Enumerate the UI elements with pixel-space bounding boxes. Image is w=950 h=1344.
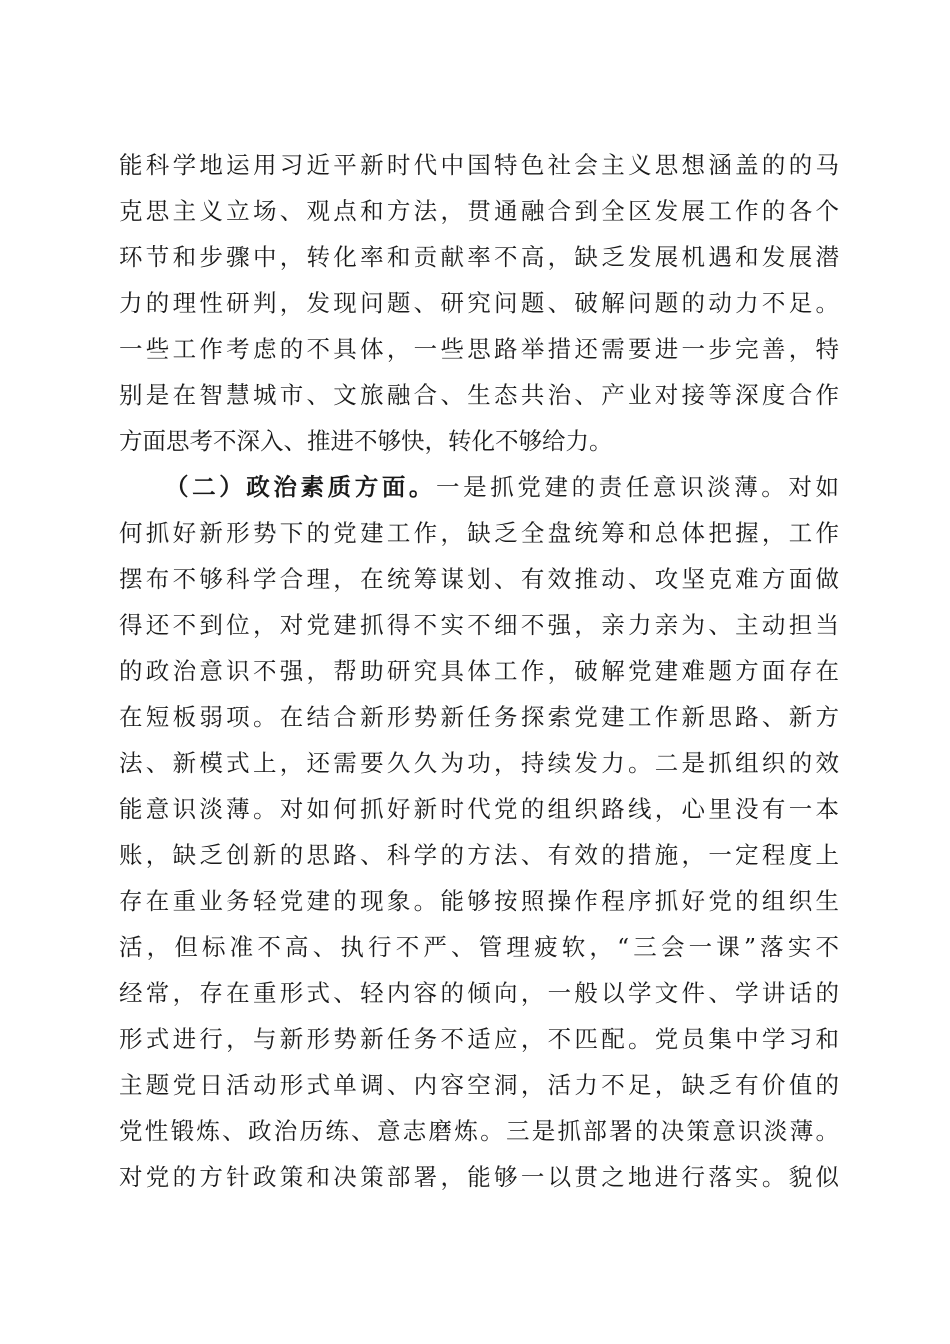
text-line: 在短板弱项。在结合新形势新任务探索党建工作新思路、新方: [119, 703, 839, 731]
text-line: 法、新模式上，还需要久久为功，持续发力。二是抓组织的效: [119, 749, 839, 777]
text-line: 环节和步骤中，转化率和贡献率不高，缺乏发展机遇和发展潜: [119, 243, 839, 271]
text-line: 账，缺乏创新的思路、科学的方法、有效的措施，一定程度上: [119, 841, 839, 869]
text-line: 经常，存在重形式、轻内容的倾向，一般以学文件、学讲话的: [119, 979, 839, 1007]
text-line: 活，但标准不高、执行不严、管理疲软，“三会一课”落实不: [119, 933, 839, 961]
section-heading: （二）政治素质方面。: [165, 473, 437, 501]
text-line: 得还不到位，对党建抓得不实不细不强，亲力亲为、主动担当: [119, 611, 839, 639]
text-line: 的政治意识不强，帮助研究具体工作，破解党建难题方面存在: [119, 657, 839, 685]
text-line: 主题党日活动形式单调、内容空洞，活力不足，缺乏有价值的: [119, 1071, 839, 1099]
section-text: 一是抓党建的责任意识淡薄。对如: [436, 473, 840, 501]
text-line: 摆布不够科学合理，在统筹谋划、有效推动、攻坚克难方面做: [119, 565, 839, 593]
text-line: 对党的方针政策和决策部署，能够一以贯之地进行落实。貌似: [119, 1163, 839, 1191]
text-line: 别是在智慧城市、文旅融合、生态共治、产业对接等深度合作: [119, 381, 839, 409]
text-line: 存在重业务轻党建的现象。能够按照操作程序抓好党的组织生: [119, 887, 839, 915]
text-line: 克思主义立场、观点和方法，贯通融合到全区发展工作的各个: [119, 197, 839, 225]
text-line: 力的理性研判，发现问题、研究问题、破解问题的动力不足。: [119, 289, 839, 317]
text-line: 党性锻炼、政治历练、意志磨炼。三是抓部署的决策意识淡薄。: [119, 1117, 839, 1145]
text-line: 何抓好新形势下的党建工作，缺乏全盘统筹和总体把握，工作: [119, 519, 839, 547]
text-line: 方面思考不深入、推进不够快，转化不够给力。: [119, 427, 613, 455]
text-line: 一些工作考虑的不具体，一些思路举措还需要进一步完善，特: [119, 335, 839, 363]
section-heading-line: [165, 464, 839, 510]
text-line: 形式进行，与新形势新任务不适应，不匹配。党员集中学习和: [119, 1025, 839, 1053]
text-line: 能科学地运用习近平新时代中国特色社会主义思想涵盖的的马: [119, 151, 839, 179]
text-line: 能意识淡薄。对如何抓好新时代党的组织路线，心里没有一本: [119, 795, 839, 823]
